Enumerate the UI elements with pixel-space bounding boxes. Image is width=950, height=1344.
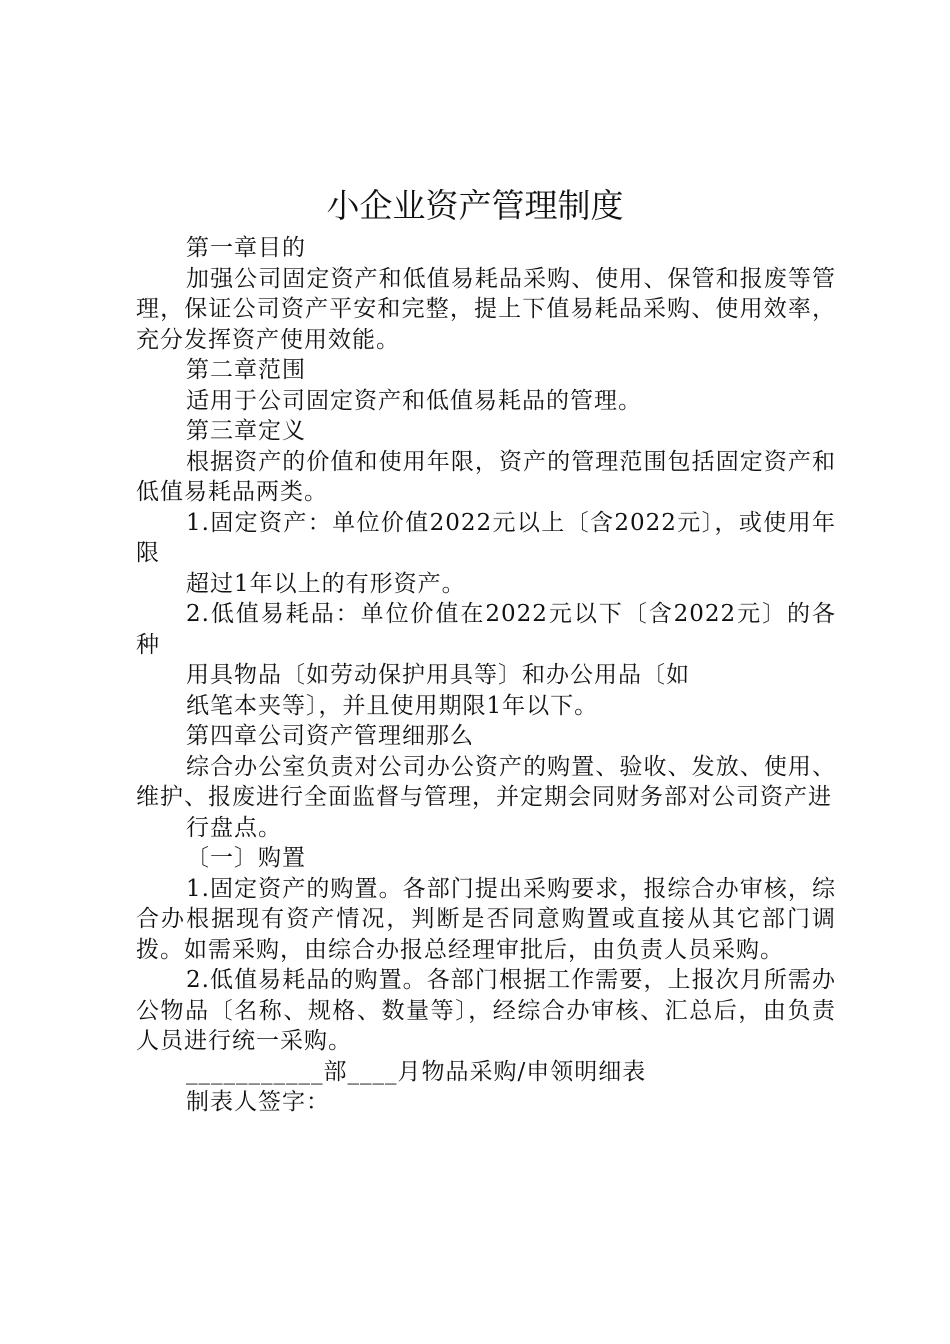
paragraph: 1.固定资产的购置。各部门提出采购要求，报综合办审核，综合办根据现有资产情况，判断是否同意购置或直接从其它部门调拨。如需采购，由综合办报总经理审批后，由负责人员采购。 xyxy=(136,875,836,963)
chapter-heading: 第四章公司资产管理细那么 xyxy=(186,723,474,749)
chapter-heading: 第二章范围 xyxy=(186,357,306,383)
paragraph: 加强公司固定资产和低值易耗品采购、使用、保管和报废等管理，保证公司资产平安和完整，提上下值易耗品采购、使用效率，充分发挥资产使用效能。 xyxy=(136,265,836,353)
paragraph: 1.固定资产：单位价值2022元以上〔含2022元〕，或使用年限 xyxy=(136,509,836,566)
paragraph: 根据资产的价值和使用年限，资产的管理范围包括固定资产和低值易耗品两类。 xyxy=(136,448,836,505)
paragraph: 用具物品〔如劳动保护用具等〕和办公用品〔如 xyxy=(186,662,690,688)
document-title: 小企业资产管理制度 xyxy=(326,186,624,225)
signature-label: 制表人签字： xyxy=(186,1089,330,1115)
paragraph: 行盘点。 xyxy=(186,814,282,841)
paragraph: 适用于公司固定资产和低值易耗品的管理。 xyxy=(186,387,642,414)
paragraph: 2.低值易耗品的购置。各部门根据工作需要，上报次月所需办公物品〔名称、规格、数量等〕，经综合办审核、汇总后，由负责人员进行统一采购。 xyxy=(136,967,836,1054)
paragraph: 2.低值易耗品：单位价值在2022元以下〔含2022元〕的各种 xyxy=(136,601,836,658)
paragraph: 综合办公室负责对公司办公资产的购置、验收、发放、使用、维护、报废进行全面监督与管理，并定期会同财务部对公司资产进 xyxy=(136,753,836,810)
paragraph: 纸笔本夹等〕，并且使用期限1年以下。 xyxy=(186,692,599,719)
document-body xyxy=(136,233,836,1118)
form-title: ___________部____月物品采购/申领明细表 xyxy=(186,1058,647,1085)
chapter-heading: 第一章目的 xyxy=(186,235,306,261)
chapter-heading: 第三章定义 xyxy=(186,418,306,444)
section-heading: 〔一〕购置 xyxy=(186,845,306,871)
paragraph: 超过1年以上的有形资产。 xyxy=(186,570,466,597)
